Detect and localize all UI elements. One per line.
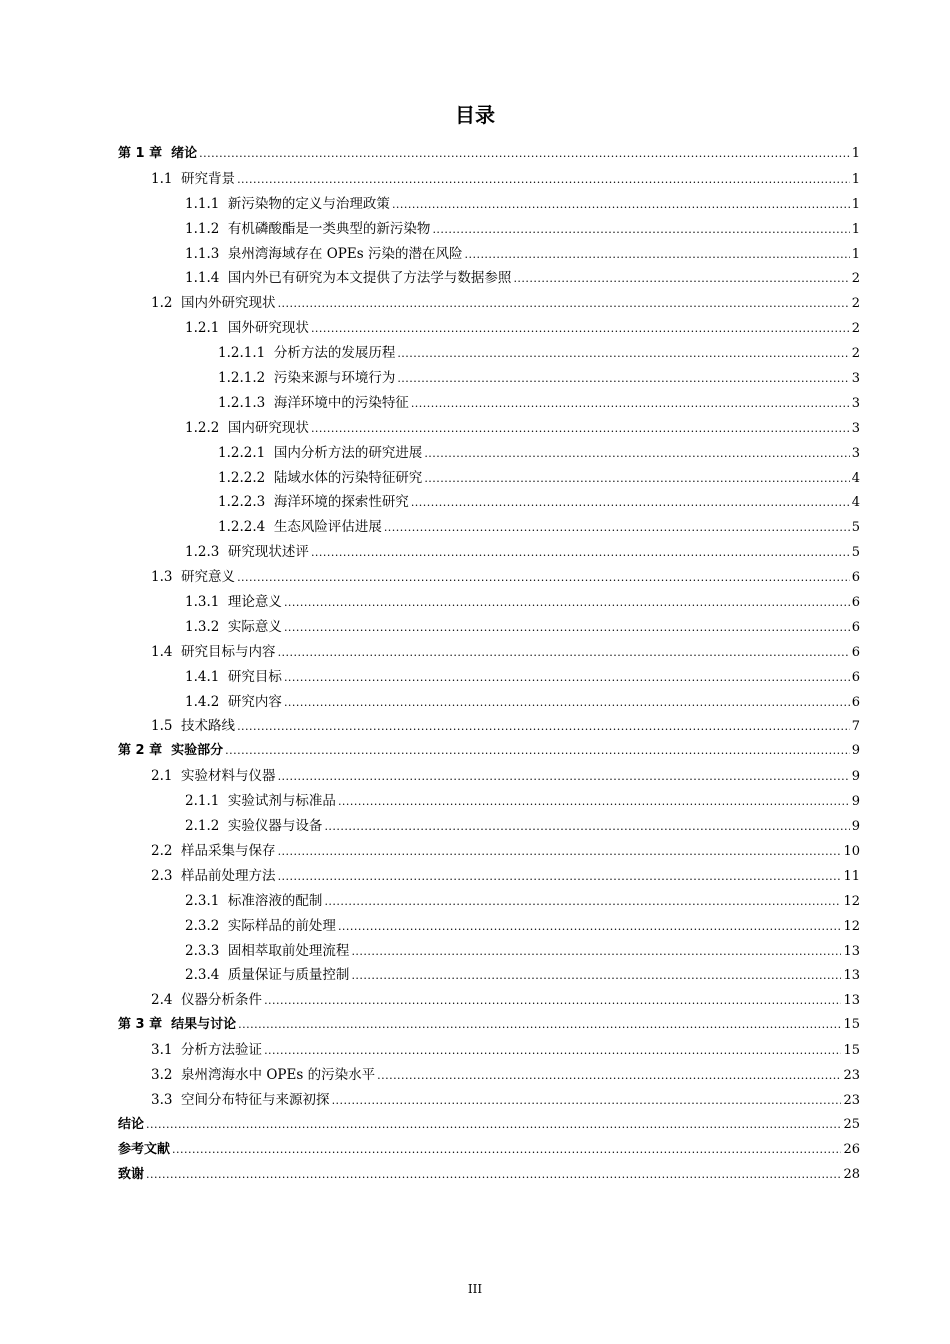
toc-entry-page: 5	[851, 545, 860, 561]
toc-entry-text: 1.2.1.2 污染来源与环境行为	[218, 370, 396, 387]
toc-entry-text: 2.3 样品前处理方法	[151, 867, 276, 884]
toc-entry-text: 1.4 研究目标与内容	[151, 643, 276, 660]
toc-entry-text: 1.3.1 理论意义	[185, 594, 282, 611]
toc-entry[interactable]	[118, 914, 860, 939]
toc-entry-text: 第 3 章 结果与讨论	[118, 1017, 237, 1033]
toc-dot-leader	[351, 964, 841, 989]
toc-dot-leader	[278, 641, 850, 666]
toc-entry-page: 3	[851, 445, 860, 461]
toc-dot-leader	[424, 442, 849, 467]
toc-entry-page: 3	[851, 420, 860, 436]
toc-entry-text: 1.2.1.1 分析方法的发展历程	[218, 345, 396, 362]
toc-dot-leader	[284, 591, 850, 616]
toc-dot-leader	[377, 1064, 841, 1089]
toc-entry-text: 2.1.2 实验仪器与设备	[185, 818, 323, 835]
toc-dot-leader	[324, 815, 849, 840]
toc-entry-text: 1.2 国内外研究现状	[151, 295, 276, 312]
toc-entry[interactable]	[118, 590, 860, 615]
toc-entry-page: 1	[851, 246, 860, 262]
toc-entry-page: 23	[843, 1092, 860, 1108]
toc-entry[interactable]	[118, 192, 860, 217]
toc-entry[interactable]	[118, 665, 860, 690]
toc-dot-leader	[284, 616, 850, 641]
toc-entry-page: 7	[851, 719, 860, 735]
toc-entry-page: 10	[843, 843, 860, 859]
toc-entry[interactable]	[118, 391, 860, 416]
toc-entry-text: 参考文献	[118, 1141, 171, 1157]
toc-entry[interactable]	[118, 1038, 860, 1063]
toc-dot-leader	[225, 739, 850, 764]
toc-entry-page: 12	[843, 893, 860, 909]
toc-dot-leader	[332, 1089, 842, 1114]
toc-entry-text: 1.2.3 研究现状述评	[185, 544, 309, 561]
toc-entry[interactable]	[118, 142, 860, 167]
toc-dot-leader	[338, 790, 850, 815]
toc-entry[interactable]	[118, 764, 860, 789]
toc-entry-page: 6	[851, 644, 860, 660]
toc-entry-text: 2.3.4 质量保证与质量控制	[185, 967, 350, 984]
toc-dot-leader	[264, 989, 841, 1014]
toc-entry[interactable]	[118, 1113, 860, 1138]
toc-entry-page: 26	[843, 1141, 860, 1157]
toc-entry-text: 2.3.2 实际样品的前处理	[185, 917, 336, 934]
toc-entry[interactable]	[118, 416, 860, 441]
toc-entry[interactable]	[118, 1088, 860, 1113]
toc-entry-text: 2.1.1 实验试剂与标准品	[185, 793, 336, 810]
toc-entry[interactable]	[118, 540, 860, 565]
toc-entry-page: 3	[851, 371, 860, 387]
toc-entry-text: 结论	[118, 1116, 145, 1132]
toc-entry[interactable]	[118, 814, 860, 839]
toc-entry-text: 致谢	[118, 1166, 145, 1182]
toc-entry-text: 1.2.1.3 海洋环境中的污染特征	[218, 394, 409, 411]
toc-dot-leader	[324, 890, 841, 915]
toc-dot-leader	[278, 765, 850, 790]
toc-entry-text: 1.3.2 实际意义	[185, 618, 282, 635]
toc-entry-page: 2	[851, 321, 860, 337]
toc-dot-leader	[311, 541, 850, 566]
toc-entry-text: 2.3.3 固相萃取前处理流程	[185, 942, 350, 959]
toc-entry-text: 1.2.2.2 陆域水体的污染特征研究	[218, 469, 423, 486]
toc-entry[interactable]	[118, 939, 860, 964]
toc-dot-leader	[237, 168, 850, 193]
toc-entry-text: 1.1.3 泉州湾海域存在 OPEs 污染的潜在风险	[185, 245, 463, 262]
toc-entry[interactable]	[118, 515, 860, 540]
toc-entry[interactable]	[118, 615, 860, 640]
toc-entry[interactable]	[118, 690, 860, 715]
page-number: III	[467, 1282, 483, 1296]
toc-entry-page: 5	[851, 520, 860, 536]
toc-entry-page: 1	[851, 196, 860, 212]
toc-entry-page: 23	[843, 1067, 860, 1083]
toc-entry-page: 9	[851, 794, 860, 810]
toc-entry-text: 1.5 技术路线	[151, 718, 236, 735]
toc-dot-leader	[397, 342, 849, 367]
toc-entry[interactable]	[118, 266, 860, 291]
toc-dot-leader	[397, 367, 849, 392]
toc-entry[interactable]	[118, 889, 860, 914]
toc-dot-leader	[513, 267, 849, 292]
toc-dot-leader	[284, 666, 850, 691]
toc-entry-page: 9	[851, 769, 860, 785]
toc-entry-text: 1.4.1 研究目标	[185, 668, 282, 685]
toc-dot-leader	[424, 467, 849, 492]
toc-entry-page: 2	[851, 296, 860, 312]
toc-entry-page: 6	[851, 694, 860, 710]
toc-entry-text: 1.4.2 研究内容	[185, 693, 282, 710]
toc-entry[interactable]	[118, 242, 860, 267]
toc-entry-page: 6	[851, 619, 860, 635]
toc-dot-leader	[311, 317, 850, 342]
toc-entry[interactable]	[118, 1163, 860, 1188]
toc-entry[interactable]	[118, 565, 860, 590]
toc-entry-page: 15	[843, 1043, 860, 1059]
toc-entry-page: 13	[843, 943, 860, 959]
toc-dot-leader	[411, 392, 850, 417]
toc-entry-page: 1	[851, 221, 860, 237]
toc-dot-leader	[338, 915, 842, 940]
toc-entry[interactable]	[118, 490, 860, 515]
toc-entry-page: 6	[851, 570, 860, 586]
toc-dot-leader	[237, 566, 850, 591]
toc-entry[interactable]	[118, 366, 860, 391]
toc-dot-leader	[199, 142, 850, 167]
toc-entry-page: 28	[843, 1166, 860, 1182]
toc-entry-text: 1.1.1 新污染物的定义与治理政策	[185, 195, 390, 212]
toc-entry-page: 4	[851, 495, 860, 511]
toc-entry[interactable]	[118, 217, 860, 242]
toc-entry-text: 2.3.1 标准溶液的配制	[185, 892, 323, 909]
toc-dot-leader	[172, 1138, 841, 1163]
toc-entry-page: 1	[851, 146, 860, 161]
toc-entry[interactable]	[118, 341, 860, 366]
toc-entry-page: 2	[851, 346, 860, 362]
toc-dot-leader	[432, 218, 849, 243]
toc-entry-page: 9	[851, 819, 860, 835]
toc-entry-text: 2.4 仪器分析条件	[151, 992, 263, 1009]
toc-entry[interactable]	[118, 640, 860, 665]
toc-entry-page: 25	[843, 1116, 860, 1132]
toc-entry-text: 1.2.2 国内研究现状	[185, 419, 309, 436]
toc-entry-text: 第 1 章 绪论	[118, 146, 198, 161]
toc-dot-leader	[311, 417, 850, 442]
toc-entry-text: 3.2 泉州湾海水中 OPEs 的污染水平	[151, 1066, 376, 1083]
toc-entry[interactable]	[118, 839, 860, 864]
toc-entry-page: 6	[851, 595, 860, 611]
toc-title: 目录	[455, 103, 495, 127]
toc-entry-text: 1.1 研究背景	[151, 170, 236, 187]
toc-entry-page: 9	[851, 743, 860, 759]
toc-entry-page: 12	[843, 918, 860, 934]
toc-entry-text: 2.1 实验材料与仪器	[151, 768, 276, 785]
toc-entry[interactable]	[118, 167, 860, 192]
toc-entry-page: 13	[843, 993, 860, 1009]
toc-entry-text: 第 2 章 实验部分	[118, 743, 224, 759]
toc-entry-text: 1.3 研究意义	[151, 569, 236, 586]
toc-entry-text: 1.2.2.4 生态风险评估进展	[218, 519, 382, 536]
toc-entry-text: 1.2.2.3 海洋环境的探索性研究	[218, 494, 409, 511]
toc-entry[interactable]	[118, 1138, 860, 1163]
toc-dot-leader	[384, 516, 850, 541]
toc-dot-leader	[146, 1113, 841, 1138]
toc-dot-leader	[278, 292, 850, 317]
toc-dot-leader	[264, 1039, 841, 1064]
toc-entry[interactable]	[118, 1013, 860, 1038]
toc-entry[interactable]	[118, 291, 860, 316]
toc-entry-text: 1.2.1 国外研究现状	[185, 320, 309, 337]
toc-entry[interactable]	[118, 789, 860, 814]
toc-dot-leader	[351, 940, 841, 965]
toc-dot-leader	[392, 193, 850, 218]
toc-entry-page: 6	[851, 669, 860, 685]
toc-entry-page: 3	[851, 395, 860, 411]
toc-dot-leader	[464, 243, 849, 268]
toc-entry-page: 1	[851, 171, 860, 187]
toc-entry-text: 1.1.4 国内外已有研究为本文提供了方法学与数据参照	[185, 270, 512, 287]
toc-entry-text: 1.1.2 有机磷酸酯是一类典型的新污染物	[185, 220, 431, 237]
toc-entry-page: 13	[843, 968, 860, 984]
toc-entry-text: 3.1 分析方法验证	[151, 1042, 263, 1059]
toc-entry-text: 3.3 空间分布特征与来源初探	[151, 1091, 330, 1108]
toc-entry[interactable]	[118, 739, 860, 764]
table-of-contents	[118, 142, 860, 1187]
toc-entry[interactable]	[118, 1063, 860, 1088]
toc-entry[interactable]	[118, 864, 860, 889]
toc-dot-leader	[278, 840, 842, 865]
toc-entry[interactable]	[118, 316, 860, 341]
toc-entry-page: 2	[851, 271, 860, 287]
toc-dot-leader	[278, 865, 842, 890]
toc-entry-page: 11	[843, 868, 860, 884]
toc-entry-text: 1.2.2.1 国内分析方法的研究进展	[218, 444, 423, 461]
toc-dot-leader	[238, 1013, 841, 1038]
toc-entry-page: 4	[851, 470, 860, 486]
toc-entry-page: 15	[843, 1017, 860, 1033]
toc-dot-leader	[146, 1163, 841, 1188]
toc-entry[interactable]	[118, 714, 860, 739]
toc-dot-leader	[411, 491, 850, 516]
toc-dot-leader	[237, 715, 850, 740]
toc-entry[interactable]	[118, 466, 860, 491]
toc-entry[interactable]	[118, 441, 860, 466]
toc-entry[interactable]	[118, 963, 860, 988]
toc-entry[interactable]	[118, 988, 860, 1013]
toc-dot-leader	[284, 691, 850, 716]
toc-entry-text: 2.2 样品采集与保存	[151, 842, 276, 859]
